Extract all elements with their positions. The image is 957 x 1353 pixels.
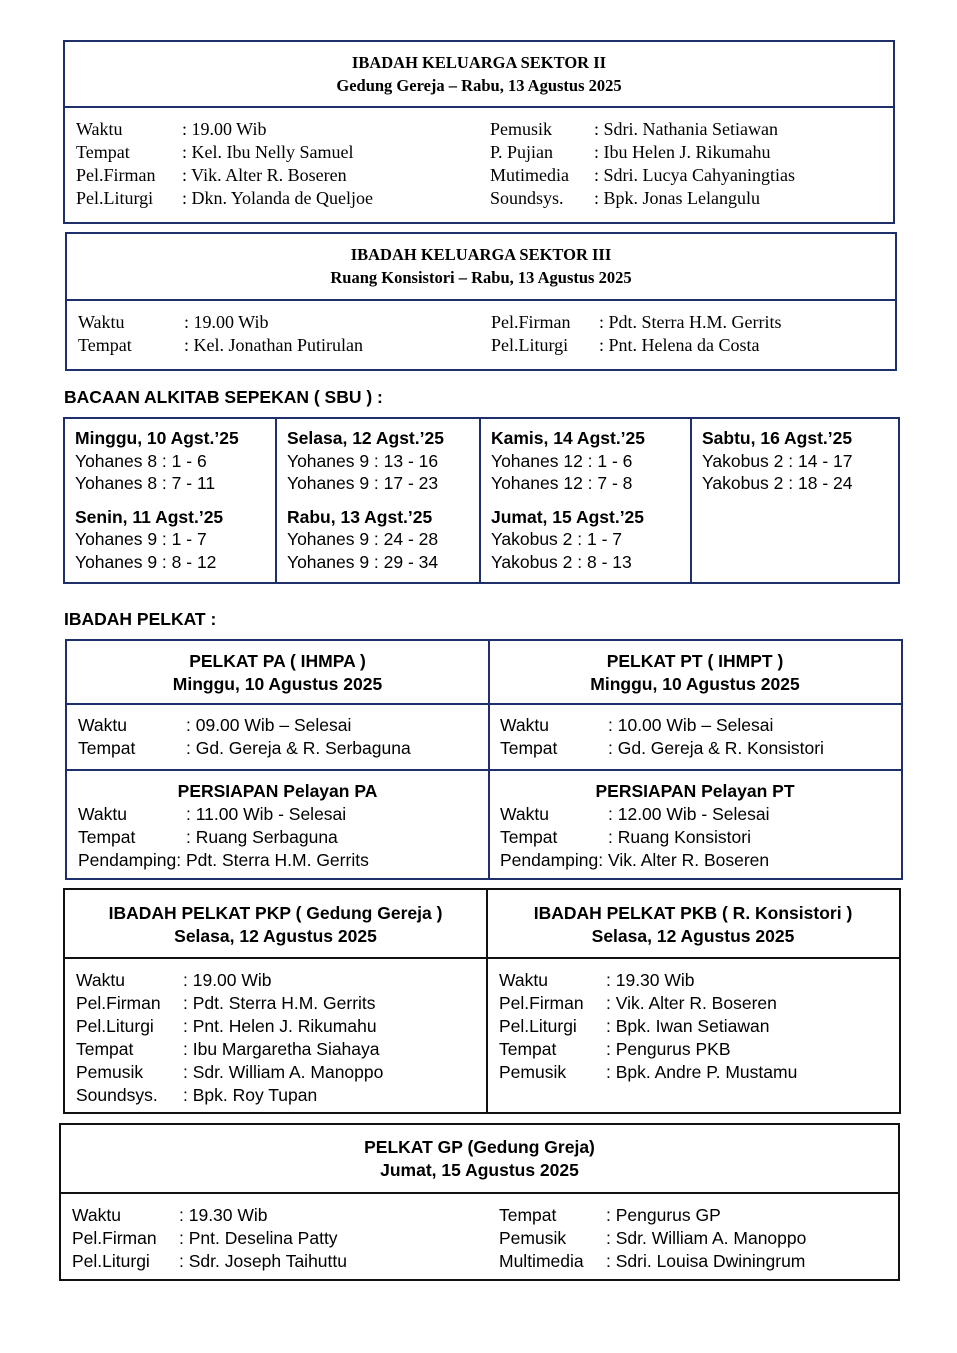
sbu-column bbox=[65, 419, 277, 582]
pelkat-pt-prep-title: PERSIAPAN Pelayan PT bbox=[595, 781, 795, 801]
row-label: Tempat bbox=[78, 335, 132, 355]
pelkat-gp-card bbox=[59, 1123, 900, 1281]
sbu-table bbox=[63, 417, 900, 584]
sektor3-right bbox=[491, 311, 891, 357]
row-label: Pemusik bbox=[499, 1228, 567, 1248]
row-value: : Ibu Margaretha Siahaya bbox=[183, 1039, 380, 1059]
detail-row bbox=[500, 737, 900, 760]
row-label: Tempat bbox=[78, 827, 136, 847]
sbu-day: Senin, 11 Agst.’25 bbox=[75, 506, 224, 527]
pelkat-pkb-subtitle: Selasa, 12 Agustus 2025 bbox=[591, 926, 795, 946]
row-value: : 10.00 Wib – Selesai bbox=[608, 715, 774, 735]
pelkat-gp-header bbox=[61, 1136, 898, 1182]
pelkat-pa-details bbox=[78, 714, 478, 760]
detail-row bbox=[76, 969, 476, 992]
detail-row bbox=[500, 714, 900, 737]
row-label: Multimedia bbox=[499, 1251, 584, 1271]
pelkat-pt-header bbox=[490, 650, 900, 696]
sbu-column bbox=[277, 419, 481, 582]
pelkat-pa-title: PELKAT PA ( IHMPA ) bbox=[189, 651, 366, 671]
sektor3-left bbox=[78, 311, 478, 357]
pelkat-pkb-header bbox=[488, 902, 898, 948]
sbu-reading: Yohanes 9 : 29 - 34 bbox=[287, 551, 439, 572]
detail-row bbox=[76, 1084, 476, 1107]
row-label: Pel.Firman bbox=[72, 1228, 157, 1248]
sektor3-subtitle: Ruang Konsistori – Rabu, 13 Agustus 2025 bbox=[330, 268, 632, 287]
sektor3-header bbox=[67, 234, 895, 301]
row-value: : Vik. Alter R. Boseren bbox=[598, 850, 770, 870]
row-label: Pel.Liturgi bbox=[499, 1016, 577, 1036]
detail-row bbox=[72, 1204, 472, 1227]
sbu-reading: Yakobus 2 : 18 - 24 bbox=[702, 473, 853, 493]
row-label: Tempat bbox=[500, 738, 558, 758]
sbu-reading: Yohanes 12 : 7 - 8 bbox=[491, 473, 633, 493]
detail-row bbox=[499, 1204, 894, 1227]
row-value: : Ruang Serbaguna bbox=[186, 827, 338, 847]
pelkat-pa-header bbox=[67, 650, 488, 696]
pelkat-gp-right bbox=[499, 1204, 894, 1273]
detail-row bbox=[500, 803, 900, 826]
row-value: : 19.30 Wib bbox=[606, 970, 695, 990]
sbu-day: Rabu, 13 Agst.’25 bbox=[287, 506, 433, 527]
sbu-reading: Yohanes 9 : 13 - 16 bbox=[287, 450, 439, 471]
pelkat-pt-subtitle: Minggu, 10 Agustus 2025 bbox=[590, 674, 800, 694]
pelkat-gp-subtitle: Jumat, 15 Agustus 2025 bbox=[380, 1160, 579, 1180]
sbu-reading: Yohanes 8 : 1 - 6 bbox=[75, 450, 207, 471]
row-value: : 19.00 Wib bbox=[182, 119, 267, 139]
row-label: Pendamping bbox=[78, 850, 177, 870]
row-value: : 11.00 Wib - Selesai bbox=[186, 804, 347, 824]
row-label: Tempat bbox=[76, 1039, 134, 1059]
row-value: : Sdri. Lucya Cahyaningtias bbox=[594, 165, 795, 185]
pelkat-pkp-details bbox=[76, 969, 476, 1107]
row-label: Pendamping bbox=[500, 850, 599, 870]
row-value: : 09.00 Wib – Selesai bbox=[186, 715, 352, 735]
detail-row bbox=[78, 803, 488, 826]
pelkat-title: IBADAH PELKAT : bbox=[64, 609, 217, 629]
pelkat-pt-details bbox=[500, 714, 900, 760]
row-label: Waktu bbox=[500, 804, 549, 824]
row-label: Waktu bbox=[78, 715, 127, 735]
row-label: Waktu bbox=[499, 970, 548, 990]
row-value: : 19.00 Wib bbox=[183, 970, 272, 990]
row-label: Soundsys. bbox=[490, 188, 564, 208]
detail-row bbox=[500, 849, 900, 872]
row-value: : Bpk. Roy Tupan bbox=[183, 1085, 318, 1105]
row-value: : Sdri. Louisa Dwiningrum bbox=[606, 1251, 806, 1271]
sbu-column bbox=[481, 419, 692, 582]
row-value: : Vik. Alter R. Boseren bbox=[182, 165, 347, 185]
row-label: Waktu bbox=[72, 1205, 121, 1225]
pelkat-pa-subtitle: Minggu, 10 Agustus 2025 bbox=[172, 674, 383, 694]
row-label: Tempat bbox=[500, 827, 558, 847]
row-label: Tempat bbox=[499, 1039, 557, 1059]
detail-row bbox=[490, 187, 890, 210]
row-value: : Pnt. Helena da Costa bbox=[599, 335, 760, 355]
sbu-day: Jumat, 15 Agst.’25 bbox=[491, 506, 645, 527]
pelkat-pa-pt-table bbox=[65, 639, 903, 880]
sbu-day: Minggu, 10 Agst.’25 bbox=[75, 428, 239, 448]
row-value: : Ruang Konsistori bbox=[608, 827, 751, 847]
detail-row bbox=[78, 737, 478, 760]
row-label: Pemusik bbox=[490, 119, 553, 139]
row-value: : Pdt. Sterra H.M. Gerrits bbox=[599, 312, 782, 332]
detail-row bbox=[76, 992, 476, 1015]
sektor3-title: IBADAH KELUARGA SEKTOR III bbox=[350, 245, 612, 264]
detail-row bbox=[78, 849, 488, 872]
detail-row bbox=[499, 1015, 894, 1038]
row-label: Pel.Firman bbox=[499, 993, 584, 1013]
row-value: : Sdr. William A. Manoppo bbox=[606, 1228, 807, 1248]
detail-row bbox=[72, 1227, 472, 1250]
row-value: : Gd. Gereja & R. Serbaguna bbox=[186, 738, 411, 758]
row-value: : Sdr. William A. Manoppo bbox=[183, 1062, 384, 1082]
row-label: Pemusik bbox=[76, 1062, 144, 1082]
row-value: : Bpk. Iwan Setiawan bbox=[606, 1016, 770, 1036]
row-label: Waktu bbox=[78, 804, 127, 824]
row-value: : Sdr. Joseph Taihuttu bbox=[179, 1251, 347, 1271]
detail-row bbox=[76, 1015, 476, 1038]
sbu-title: BACAAN ALKITAB SEPEKAN ( SBU ) : bbox=[64, 387, 383, 407]
detail-row bbox=[76, 141, 476, 164]
detail-row bbox=[499, 1227, 894, 1250]
pelkat-pa-prep bbox=[67, 780, 488, 872]
row-value: : Bpk. Jonas Lelangulu bbox=[594, 188, 760, 208]
sektor2-header bbox=[65, 42, 893, 108]
row-label: Tempat bbox=[499, 1205, 557, 1225]
row-label: Pel.Firman bbox=[76, 165, 156, 185]
row-label: Mutimedia bbox=[490, 165, 569, 185]
pelkat-gp-title: PELKAT GP (Gedung Greja) bbox=[364, 1137, 595, 1157]
sbu-reading: Yakobus 2 : 1 - 7 bbox=[491, 529, 623, 549]
pelkat-pkp-title: IBADAH PELKAT PKP ( Gedung Gereja ) bbox=[108, 903, 443, 923]
pelkat-pkb-details bbox=[499, 969, 894, 1084]
detail-row bbox=[76, 118, 476, 141]
detail-row bbox=[490, 164, 890, 187]
row-value: : Sdri. Nathania Setiawan bbox=[594, 119, 778, 139]
pelkat-pa-prep-title: PERSIAPAN Pelayan PA bbox=[177, 781, 378, 801]
sbu-reading: Yohanes 12 : 1 - 6 bbox=[491, 450, 633, 471]
detail-row bbox=[76, 164, 476, 187]
detail-row bbox=[499, 992, 894, 1015]
pelkat-pkp-pkb-table bbox=[63, 888, 901, 1114]
pelkat-pkp-header bbox=[65, 902, 486, 948]
row-value: : Kel. Jonathan Putirulan bbox=[184, 335, 363, 355]
row-label: Pel.Firman bbox=[76, 993, 161, 1013]
detail-row bbox=[490, 141, 890, 164]
detail-row bbox=[499, 1250, 894, 1273]
sbu-day: Selasa, 12 Agst.’25 bbox=[287, 428, 444, 448]
row-value: : Kel. Ibu Nelly Samuel bbox=[182, 142, 354, 162]
row-label: Tempat bbox=[76, 142, 130, 162]
detail-row bbox=[499, 969, 894, 992]
row-value: : 12.00 Wib - Selesai bbox=[608, 804, 770, 824]
detail-row bbox=[78, 714, 478, 737]
row-label: Waktu bbox=[76, 119, 123, 139]
row-label: Waktu bbox=[76, 970, 125, 990]
detail-row bbox=[78, 311, 478, 334]
detail-row bbox=[78, 334, 478, 357]
pelkat-pt-title: PELKAT PT ( IHMPT ) bbox=[606, 651, 784, 671]
sbu-day: Sabtu, 16 Agst.’25 bbox=[702, 428, 853, 448]
row-value: : Pengurus GP bbox=[606, 1205, 721, 1225]
row-label: Pel.Liturgi bbox=[491, 335, 569, 355]
pelkat-pkb-title: IBADAH PELKAT PKB ( R. Konsistori ) bbox=[533, 903, 853, 923]
row-label: Pel.Liturgi bbox=[76, 1016, 154, 1036]
row-value: : Bpk. Andre P. Mustamu bbox=[606, 1062, 798, 1082]
row-label: P. Pujian bbox=[490, 142, 554, 162]
pelkat-pt-prep bbox=[490, 780, 900, 872]
detail-row bbox=[499, 1061, 894, 1084]
row-value: : 19.00 Wib bbox=[184, 312, 269, 332]
row-value: : Pnt. Deselina Patty bbox=[179, 1228, 338, 1248]
sbu-reading: Yohanes 9 : 8 - 12 bbox=[75, 551, 217, 572]
detail-row bbox=[499, 1038, 894, 1061]
sbu-day: Kamis, 14 Agst.’25 bbox=[491, 428, 646, 448]
row-value: : Pdt. Sterra H.M. Gerrits bbox=[176, 850, 369, 870]
sbu-reading: Yakobus 2 : 14 - 17 bbox=[702, 450, 853, 471]
row-value: : Vik. Alter R. Boseren bbox=[606, 993, 777, 1013]
sektor2-card bbox=[63, 40, 895, 224]
row-label: Waktu bbox=[500, 715, 549, 735]
sbu-reading: Yohanes 9 : 24 - 28 bbox=[287, 529, 439, 549]
detail-row bbox=[500, 826, 900, 849]
detail-row bbox=[76, 1061, 476, 1084]
pelkat-gp-left bbox=[72, 1204, 472, 1273]
row-value: : Dkn. Yolanda de Queljoe bbox=[182, 188, 373, 208]
row-label: Pemusik bbox=[499, 1062, 567, 1082]
detail-row bbox=[72, 1250, 472, 1273]
sbu-reading: Yohanes 9 : 1 - 7 bbox=[75, 529, 207, 549]
detail-row bbox=[491, 334, 891, 357]
row-label: Waktu bbox=[78, 312, 125, 332]
sbu-reading: Yakobus 2 : 8 - 13 bbox=[491, 551, 632, 572]
sektor2-right bbox=[490, 118, 890, 210]
row-value: : Pengurus PKB bbox=[606, 1039, 731, 1059]
sektor2-title: IBADAH KELUARGA SEKTOR II bbox=[351, 53, 607, 72]
row-value: : Gd. Gereja & R. Konsistori bbox=[608, 738, 824, 758]
sektor3-card bbox=[65, 232, 897, 371]
sektor2-subtitle: Gedung Gereja – Rabu, 13 Agustus 2025 bbox=[336, 76, 622, 95]
row-label: Pel.Firman bbox=[491, 312, 571, 332]
detail-row bbox=[490, 118, 890, 141]
row-label: Tempat bbox=[78, 738, 136, 758]
row-value: : 19.30 Wib bbox=[179, 1205, 268, 1225]
sbu-reading: Yohanes 8 : 7 - 11 bbox=[75, 473, 216, 493]
row-label: Pel.Liturgi bbox=[72, 1251, 150, 1271]
row-label: Soundsys. bbox=[76, 1085, 158, 1105]
row-label: Pel.Liturgi bbox=[76, 188, 154, 208]
row-value: : Pdt. Sterra H.M. Gerrits bbox=[183, 993, 376, 1013]
detail-row bbox=[76, 187, 476, 210]
detail-row bbox=[76, 1038, 476, 1061]
sbu-reading: Yohanes 9 : 17 - 23 bbox=[287, 473, 439, 493]
row-value: : Ibu Helen J. Rikumahu bbox=[594, 142, 771, 162]
detail-row bbox=[491, 311, 891, 334]
pelkat-pkp-subtitle: Selasa, 12 Agustus 2025 bbox=[174, 926, 377, 946]
sbu-column bbox=[692, 419, 898, 582]
detail-row bbox=[78, 826, 488, 849]
sektor2-left bbox=[76, 118, 476, 210]
row-value: : Pnt. Helen J. Rikumahu bbox=[183, 1016, 377, 1036]
